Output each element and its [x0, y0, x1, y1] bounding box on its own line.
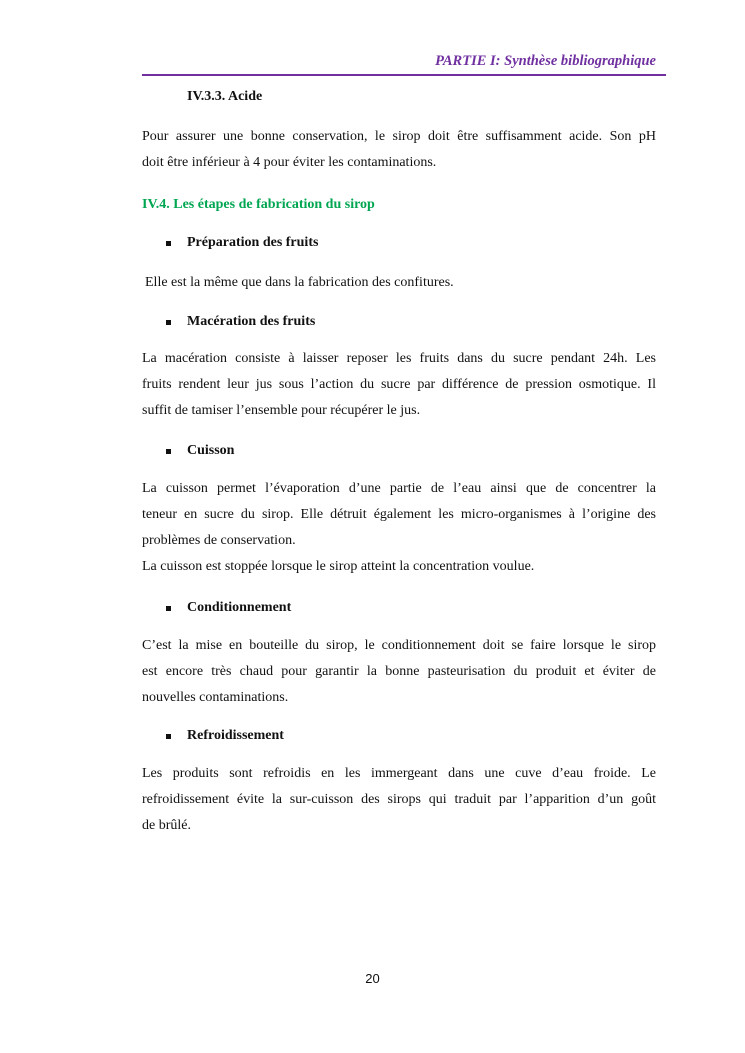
header-rule	[142, 74, 666, 76]
step-heading	[166, 314, 315, 330]
step-paragraph	[145, 270, 659, 296]
step-paragraph	[142, 346, 656, 424]
step-heading	[166, 728, 284, 744]
bullet-square-icon	[166, 449, 171, 454]
step-heading	[166, 600, 291, 616]
paragraph-line: La cuisson est stoppée lorsque le sirop atteint la concentration voulue.	[142, 559, 535, 574]
step-paragraph	[142, 633, 656, 711]
bullet-square-icon	[166, 606, 171, 611]
page-number: 20	[365, 971, 380, 986]
running-header: PARTIE I: Synthèse bibliographique	[435, 53, 656, 69]
acid-paragraph	[142, 124, 656, 176]
step-title: Préparation des fruits	[187, 235, 319, 250]
step-paragraph	[142, 761, 656, 839]
paragraph-line: nouvelles contaminations.	[142, 690, 289, 705]
paragraph-line: suffit de tamiser l’ensemble pour récupérer le jus.	[142, 403, 421, 418]
paragraph-line: de brûlé.	[142, 818, 191, 833]
paragraph-line: Les produits sont refroidis en les immergeant dans une cuve d’eau froide. Le	[142, 766, 656, 781]
paragraph-line: C’est la mise en bouteille du sirop, le conditionnement doit se faire lorsque le sirop	[142, 638, 656, 653]
paragraph-line: problèmes de conservation.	[142, 533, 296, 548]
step-title: Cuisson	[187, 443, 235, 458]
paragraph-line: doit être inférieur à 4 pour éviter les contaminations.	[142, 155, 437, 170]
paragraph-line: La macération consiste à laisser reposer les fruits dans du sucre pendant 24h. Les	[142, 351, 656, 366]
paragraph-line: refroidissement évite la sur-cuisson des sirops qui traduit par l’apparition d’un goût	[142, 792, 656, 807]
step-heading	[166, 443, 234, 459]
bullet-square-icon	[166, 241, 171, 246]
step-heading	[166, 235, 318, 251]
step-title: Conditionnement	[187, 600, 292, 615]
step-title: Macération des fruits	[187, 314, 316, 329]
paragraph-line: fruits rendent leur jus sous l’action du sucre par différence de pression osmotique. Il	[142, 377, 656, 392]
step-paragraph	[142, 476, 656, 580]
bullet-square-icon	[166, 320, 171, 325]
paragraph-line: Pour assurer une bonne conservation, le sirop doit être suffisamment acide. Son pH	[142, 129, 656, 144]
bullet-square-icon	[166, 734, 171, 739]
paragraph-line: Elle est la même que dans la fabrication des confitures.	[145, 275, 454, 290]
paragraph-line: teneur en sucre du sirop. Elle détruit également les micro-organismes à l’origine des	[142, 507, 656, 522]
paragraph-line: est encore très chaud pour garantir la bonne pasteurisation du produit et éviter de	[142, 664, 656, 679]
section-heading: IV.4. Les étapes de fabrication du sirop	[142, 197, 375, 212]
step-title: Refroidissement	[187, 728, 284, 743]
paragraph-line: La cuisson permet l’évaporation d’une partie de l’eau ainsi que de concentrer la	[142, 481, 656, 496]
subsection-title: IV.3.3. Acide	[187, 89, 263, 104]
